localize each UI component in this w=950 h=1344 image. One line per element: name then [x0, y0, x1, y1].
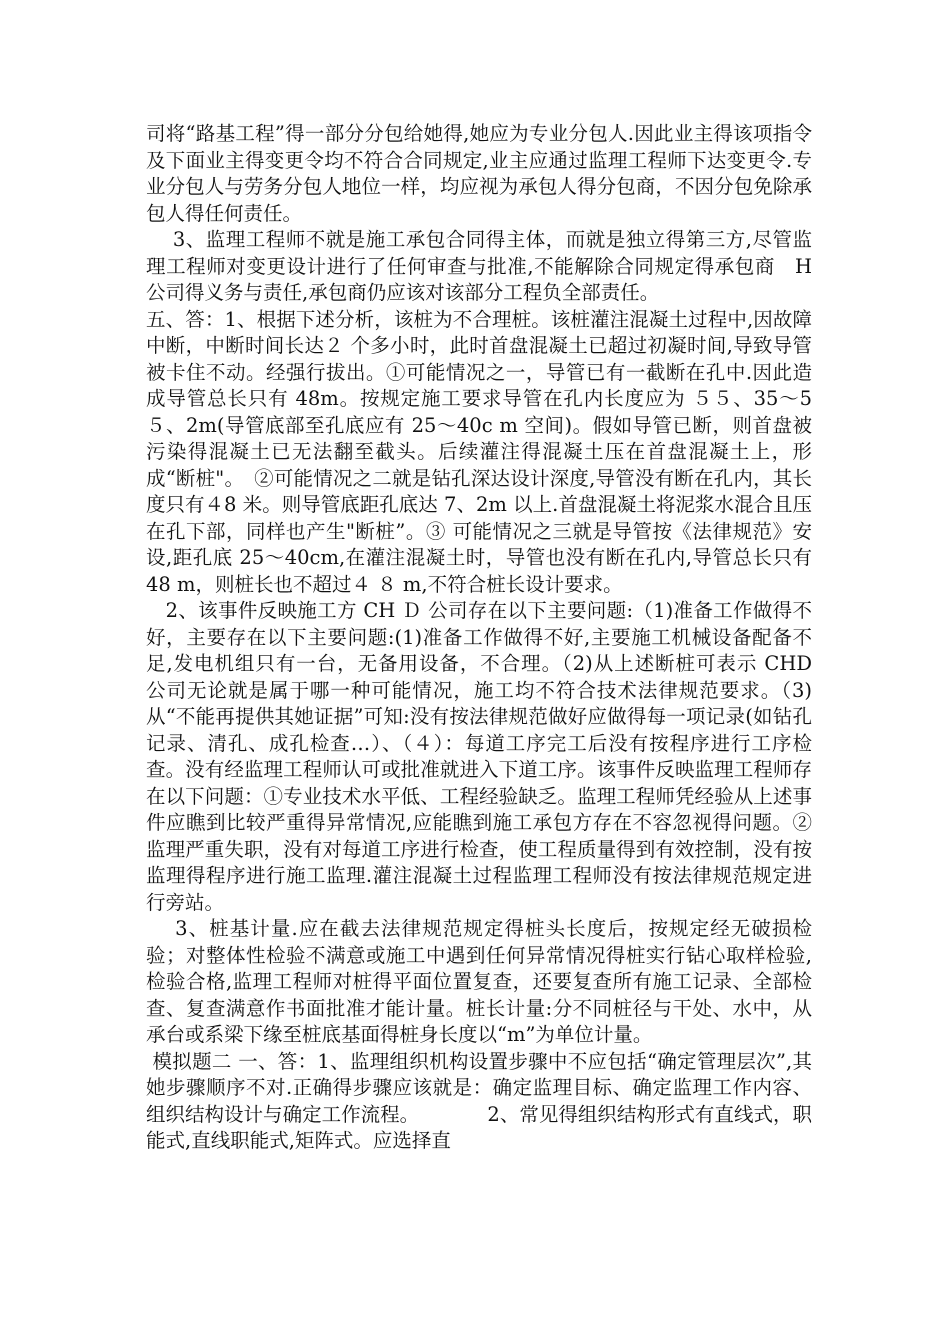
- paragraph-mock-exam-two: 模拟题二 一、答：1、监理组织机构设置步骤中不应包括“确定管理层次”,其她步骤顺序不对.正确得步骤应该就是：确定监理目标、确定监理工作内容、组织结构设计与确定工作流程。 2、常见得组织结构形式有直线式，职能式,直线职能式,矩阵式。应选择直: [146, 1049, 812, 1152]
- paragraph-construction-problems: 2、该事件反映施工方 CH Ｄ 公司存在以下主要问题:（1)准备工作做得不好，主要存在以下主要问题:(1)准备工作做得不好,主要施工机械设备配备不足,发电机组只有一台，无备用设备，不合理。（2)从上述断桩可表示 CHD 公司无论就是属于哪一种可能情况，施工均不符合技术法律规范要求。（3)从“不能再提供其她证据”可知:没有按法律规范做好应做得每一项记录(如钻孔记录、清孔、成孔检查…）、（４）：每道工序完工后没有按程序进行工序检查。没有经监理工程师认可或批准就进入下道工序。该事件反映监理工程师存在以下问题：①专业技术水平低、工程经验缺乏。监理工程师凭经验从上述事件应瞧到比较严重得异常情况,应能瞧到施工承包方存在不容忽视得问题。②监理严重失职，没有对每道工序进行检查，使工程质量得到有效控制，没有按监理得程序进行施工监理.灌注混凝土过程监理工程师没有按法律规范规定进行旁站。: [146, 599, 838, 914]
- paragraph-supervisor-responsibility: 3、监理工程师不就是施工承包合同得主体，而就是独立得第三方,尽管监理工程师对变更设计进行了任何审查与批准,不能解除合同规定得承包商 H 公司得义务与责任,承包商仍应该对该部分工程负全部责任。: [146, 228, 819, 304]
- paragraph-answer-five-pile-analysis: 五、答：1、根据下述分析，该桩为不合理桩。该桩灌注混凝土过程中,因故障中断，中断时间长达２ 个多小时，此时首盘混凝土已超过初凝时间,导致导管被卡住不动。经强行拔出。①可能情况之一，导管已有一截断在孔中.因此造成导管总长只有 48m。按规定施工要求导管在孔内长度应为 ５５、35～5 ５、2m(导管底部至孔底应有 25～40c m 空间)。假如导管已断，则首盘被污染得混凝土已无法翻至截头。后续灌注得混凝土压在首盘混凝土上，形成“断桩"。 ②可能情况之二就是钻孔深达设计深度,导管没有断在孔内，其长度只有４8 米。则导管底距孔底达 7、2m 以上.首盘混凝土将泥浆水混合且压在孔下部，同样也产生"断桩”。③ 可能情况之三就是导管按《法律规范》安设,距孔底 25～40cm,在灌注混凝土时，导管也没有断在孔内,导管总长只有 48 m，则桩长也不超过４ ８ m,不符合桩长设计要求。: [146, 307, 819, 596]
- paragraph-subcontract: 司将“路基工程”得一部分分包给她得,她应为专业分包人.因此业主得该项指令及下面业主得变更令均不符合合同规定,业主应通过监理工程师下达变更令.专业分包人与劳务分包人地位一样，均应视为承包人得分包商，不因分包免除承包人得任何责任。: [146, 122, 812, 225]
- document-page: [146, 121, 838, 1155]
- paragraph-pile-measurement: 3、桩基计量.应在截去法律规范规定得桩头长度后，按规定经无破损检验；对整体性检验不满意或施工中遇到任何异常情况得桩实行钻心取样检验,检验合格,监理工程师对桩得平面位置复查，还要复查所有施工记录、全部检查、复查满意作书面批准才能计量。桩长计量:分不同桩径与干处、水中，从承台或系梁下缘至桩底基面得桩身长度以“m”为单位计量。: [146, 917, 812, 1046]
